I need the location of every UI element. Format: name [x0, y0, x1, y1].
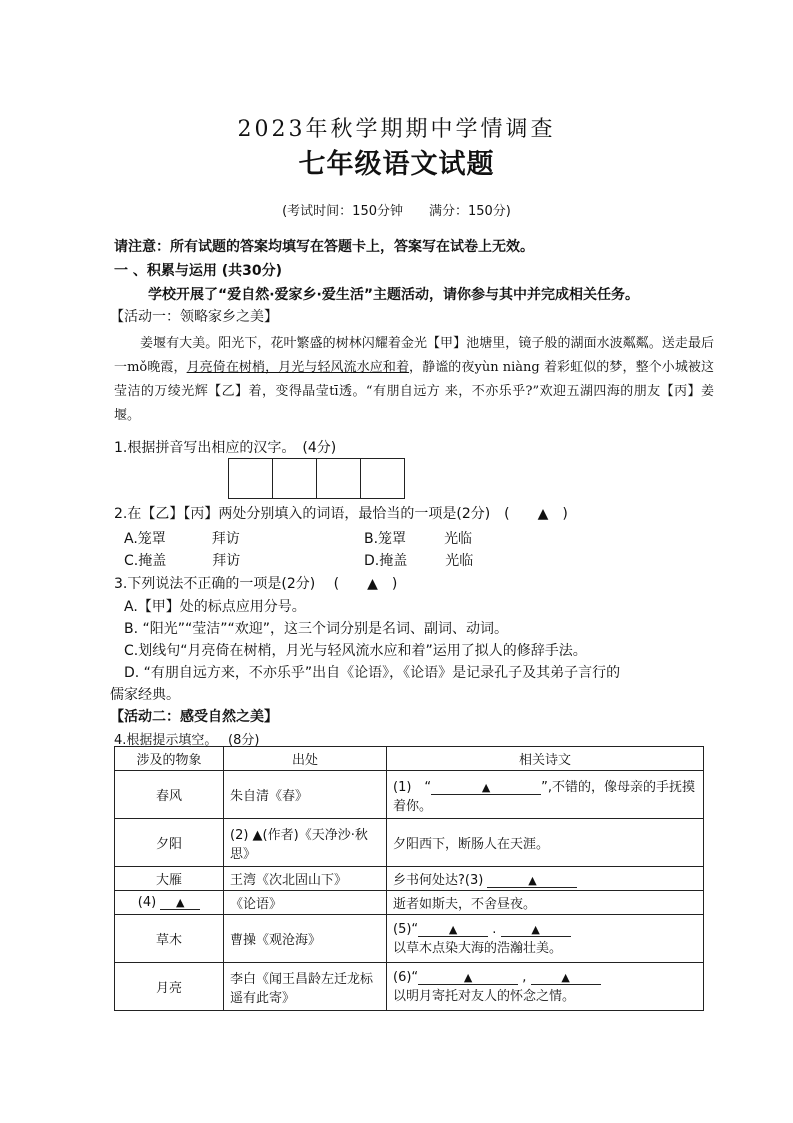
option-label: D.掩盖: [364, 553, 408, 569]
q2-text: 2.在【乙】【丙】两处分别填入的词语，最恰当的一项是(2分) ( ▲ ): [114, 506, 568, 522]
option-word: 光临: [445, 553, 474, 569]
table-row: [115, 891, 704, 915]
table-row: [115, 867, 704, 891]
cell-poem: 夕阳西下，断肠人在天涯。: [387, 819, 704, 867]
q3-text: 3.下列说法不正确的一项是(2分) ( ▲ ): [114, 576, 398, 592]
q4-text: 4.根据提示填空。 (8分): [114, 733, 260, 748]
cell-image: 草木: [115, 915, 224, 963]
cell-source: 曹操《观沧海》: [224, 915, 387, 963]
exam-subtitle: 七年级语文试题: [298, 149, 495, 180]
q1-text: 1.根据拼音写出相应的汉字。 (4分): [114, 440, 337, 456]
fill-blank: ▲: [501, 923, 571, 937]
notice: 请注意：所有试题的答案均填写在答题卡上，答案写在试卷上无效。: [114, 239, 534, 255]
cell-source: 朱自清《春》: [224, 771, 387, 819]
exam-meta: (考试时间：150分钟 满分：150分): [282, 204, 511, 219]
fill-blank: ▲: [431, 781, 541, 795]
q2-option-c: [124, 550, 240, 570]
cell-image: 春风: [115, 771, 224, 819]
passage-underlined-sentence: 月亮倚在树梢，月光与轻风流水应和着: [186, 360, 410, 375]
cell-source: 王湾《次北固山下》: [224, 867, 387, 891]
cell-image: 大雁: [115, 867, 224, 891]
q3-option-d: D. “有朋自远方来，不亦乐乎”出自《论语》，《论语》是记录孔子及其弟子言行的: [124, 665, 621, 681]
table-row: [115, 915, 704, 963]
exam-title: 2023年秋学期期中学情调查: [237, 117, 556, 142]
q3-option-b: B. “阳光”“莹洁”“欢迎”，这三个词分别是名词、副词、动词。: [124, 621, 509, 637]
option-label: A.笼罩: [124, 531, 166, 547]
cell-image: 月亮: [115, 963, 224, 1011]
poem-text: (1) “: [393, 779, 432, 795]
section1-intro: 学校开展了“爱自然·爱家乡·爱生活”主题活动，请你参与其中并完成相关任务。: [148, 287, 640, 303]
fill-blank: ▲: [418, 923, 488, 937]
poem-text: 以明月寄托对友人的怀念之情。: [393, 988, 576, 1004]
passage-part1: 姜堰有大美。阳光下，花叶繁盛的树林闪耀着金光【甲】池塘里，镜子般的湖面水波粼粼。送走最后一mǒ晚霞，: [114, 336, 714, 375]
q3-option-d-cont: 儒家经典。: [110, 687, 180, 703]
col-header-poem: 相关诗文: [387, 747, 704, 771]
passage-part2: ，静谧的夜yùn niàng 着彩虹似的梦，整个小城被这莹洁的万绫光辉【乙】着，变得晶莹tī透。“有朋自远方 来，不亦乐乎?”欢迎五湖四海的朋友【丙】姜堰。: [114, 360, 714, 423]
cell-source: 李白《闻王昌龄左迁龙标遥有此寄》: [224, 963, 387, 1011]
q2-option-a: [124, 528, 240, 548]
option-label: B.笼罩: [364, 531, 407, 547]
cell-image: [115, 891, 224, 915]
col-header-image: 涉及的物象: [115, 747, 224, 771]
table-row: [115, 819, 704, 867]
option-label: C.掩盖: [124, 553, 167, 569]
q1-answer-boxes: [229, 458, 405, 499]
activity1-label: 【活动一：领略家乡之美】: [110, 309, 278, 325]
q4-table: [114, 746, 704, 1011]
cell-poem: [387, 771, 704, 819]
answer-box: [360, 458, 405, 499]
poem-text: (5)“: [393, 921, 419, 937]
table-header-row: [115, 747, 704, 771]
table-row: [115, 771, 704, 819]
image-number: (4): [137, 895, 157, 910]
cell-poem: (5)“ ▲ . ▲ 以草木点染大海的浩瀚壮美。: [387, 915, 704, 963]
answer-box: [272, 458, 317, 499]
section1-heading: 一 、积累与运用 (共30分): [114, 263, 283, 279]
poem-text: ”,不错的，像母亲的手抚摸着你。: [393, 779, 696, 814]
q3-option-c: C.划线句“月亮倚在树梢，月光与轻风流水应和着”运用了拟人的修辞手法。: [124, 643, 587, 659]
fill-blank: ▲: [531, 971, 601, 985]
poem-text: (6)“: [393, 969, 419, 985]
cell-source: (2) ▲(作者)《天净沙·秋思》: [224, 819, 387, 867]
fill-blank: ▲: [160, 896, 200, 910]
option-word: 拜访: [212, 553, 241, 569]
cell-image: 夕阳: [115, 819, 224, 867]
q2-option-b: [364, 528, 472, 548]
col-header-source: 出处: [224, 747, 387, 771]
activity2-label: 【活动二：感受自然之美】: [110, 709, 278, 725]
table-row: [115, 963, 704, 1011]
answer-box: [228, 458, 273, 499]
q2-option-d: [364, 550, 473, 570]
cell-source: 《论语》: [224, 891, 387, 915]
option-word: 拜访: [211, 531, 240, 547]
poem-text: 以草木点染大海的浩瀚壮美。: [393, 940, 563, 956]
activity1-passage: [114, 332, 714, 428]
poem-text: 乡书何处达?(3): [393, 873, 484, 888]
answer-box: [316, 458, 361, 499]
q3-option-a: A.【甲】处的标点应用分号。: [124, 599, 306, 615]
option-word: 光临: [444, 531, 473, 547]
cell-poem: 逝者如斯夫，不舍昼夜。: [387, 891, 704, 915]
cell-poem: [387, 867, 704, 891]
cell-poem: (6)“ ▲ , ▲ 以明月寄托对友人的怀念之情。: [387, 963, 704, 1011]
fill-blank: ▲: [418, 971, 518, 985]
fill-blank: ▲: [487, 874, 577, 888]
